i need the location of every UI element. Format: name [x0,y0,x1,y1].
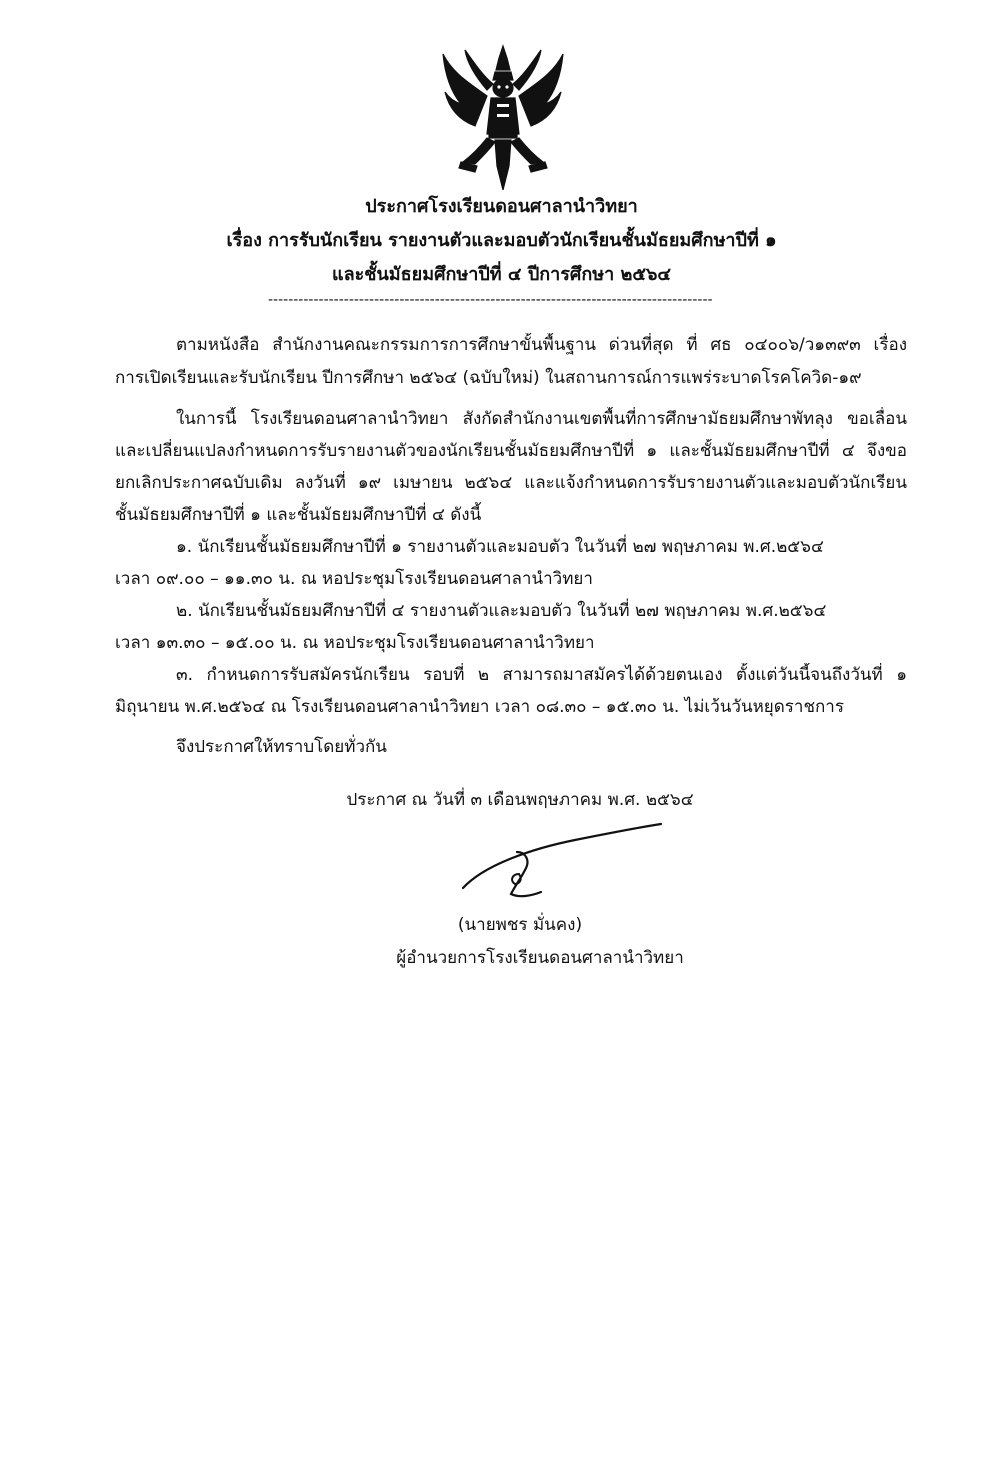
signer-name: (นายพชร มั่นคง) [457,915,583,935]
announcement-date: ประกาศ ณ วันที่ ๓ เดือนพฤษภาคม พ.ศ. ๒๕๖๔ [346,790,694,810]
paragraph-2-line-2: และเปลี่ยนแปลงกำหนดการรับรายงานตัวของนักเรียนชั้นมัธยมศึกษาปีที่ ๑ และชั้นมัธยมศึกษาปีที่ ๔ จึงขอ [115,441,907,461]
signer-title: ผู้อำนวยการโรงเรียนดอนศาลานำวิทยา [396,948,684,968]
header-divider: ---------------------------------------------------------------------------------------- [268,292,713,308]
item-3-line-1: ๓. กำหนดการรับสมัครนักเรียน รอบที่ ๒ สามารถมาสมัครได้ด้วยตนเอง ตั้งแต่วันนี้จนถึงวันที่ ๑ [176,665,907,685]
paragraph-2-line-1: ในการนี้ โรงเรียนดอนศาลานำวิทยา สังกัดสำนักงานเขตพื้นที่การศึกษามัธยมศึกษาพัทลุง ขอเลื่อน [176,409,907,429]
paragraph-1-line-1: ตามหนังสือ สำนักงานคณะกรรมการการศึกษาขั้นพื้นฐาน ด่วนที่สุด ที่ ศธ ๐๔๐๐๖/ว๑๓๙๓ เรื่อง [176,335,907,355]
announcement-subject: เรื่อง การรับนักเรียน รายงานตัวและมอบตัวนักเรียนชั้นมัธยมศึกษาปีที่ ๑ [226,230,777,251]
item-2-line-2: เวลา ๑๓.๓๐ – ๑๕.๐๐ น. ณ หอประชุมโรงเรียนดอนศาลานำวิทยา [115,633,595,653]
signature-icon [455,818,670,904]
item-3-line-2: มิถุนายน พ.ศ.๒๕๖๔ ณ โรงเรียนดอนศาลานำวิทยา เวลา ๐๘.๓๐ – ๑๕.๓๐ น. ไม่เว้นวันหยุดราชการ [115,697,844,717]
paragraph-2-line-4: ชั้นมัธยมศึกษาปีที่ ๑ และชั้นมัธยมศึกษาปีที่ ๔ ดังนี้ [115,505,482,525]
announcement-subject-continued: และชั้นมัธยมศึกษาปีที่ ๔ ปีการศึกษา ๒๕๖๔ [331,264,672,285]
item-1-line-1: ๑. นักเรียนชั้นมัธยมศึกษาปีที่ ๑ รายงานตัวและมอบตัว ในวันที่ ๒๗ พฤษภาคม พ.ศ.๒๕๖๔ [176,537,824,557]
announcement-title: ประกาศโรงเรียนดอนศาลานำวิทยา [365,196,638,217]
item-2-line-1: ๒. นักเรียนชั้นมัธยมศึกษาปีที่ ๔ รายงานตัวและมอบตัว ในวันที่ ๒๗ พฤษภาคม พ.ศ.๒๕๖๔ [176,601,827,621]
closing-statement: จึงประกาศให้ทราบโดยทั่วกัน [176,737,387,757]
item-1-line-2: เวลา ๐๙.๐๐ – ๑๑.๓๐ น. ณ หอประชุมโรงเรียนดอนศาลานำวิทยา [115,569,593,589]
paragraph-1-line-2: การเปิดเรียนและรับนักเรียน ปีการศึกษา ๒๕๖๔ (ฉบับใหม่) ในสถานการณ์การแพร่ระบาดโรคโควิด-๑๙ [115,368,862,388]
garuda-emblem-icon [441,44,565,190]
paragraph-2-line-3: ยกเลิกประกาศฉบับเดิม ลงวันที่ ๑๙ เมษายน ๒๕๖๔ และแจ้งกำหนดการรับรายงานตัวและมอบตัวนักเรียน [115,473,907,493]
